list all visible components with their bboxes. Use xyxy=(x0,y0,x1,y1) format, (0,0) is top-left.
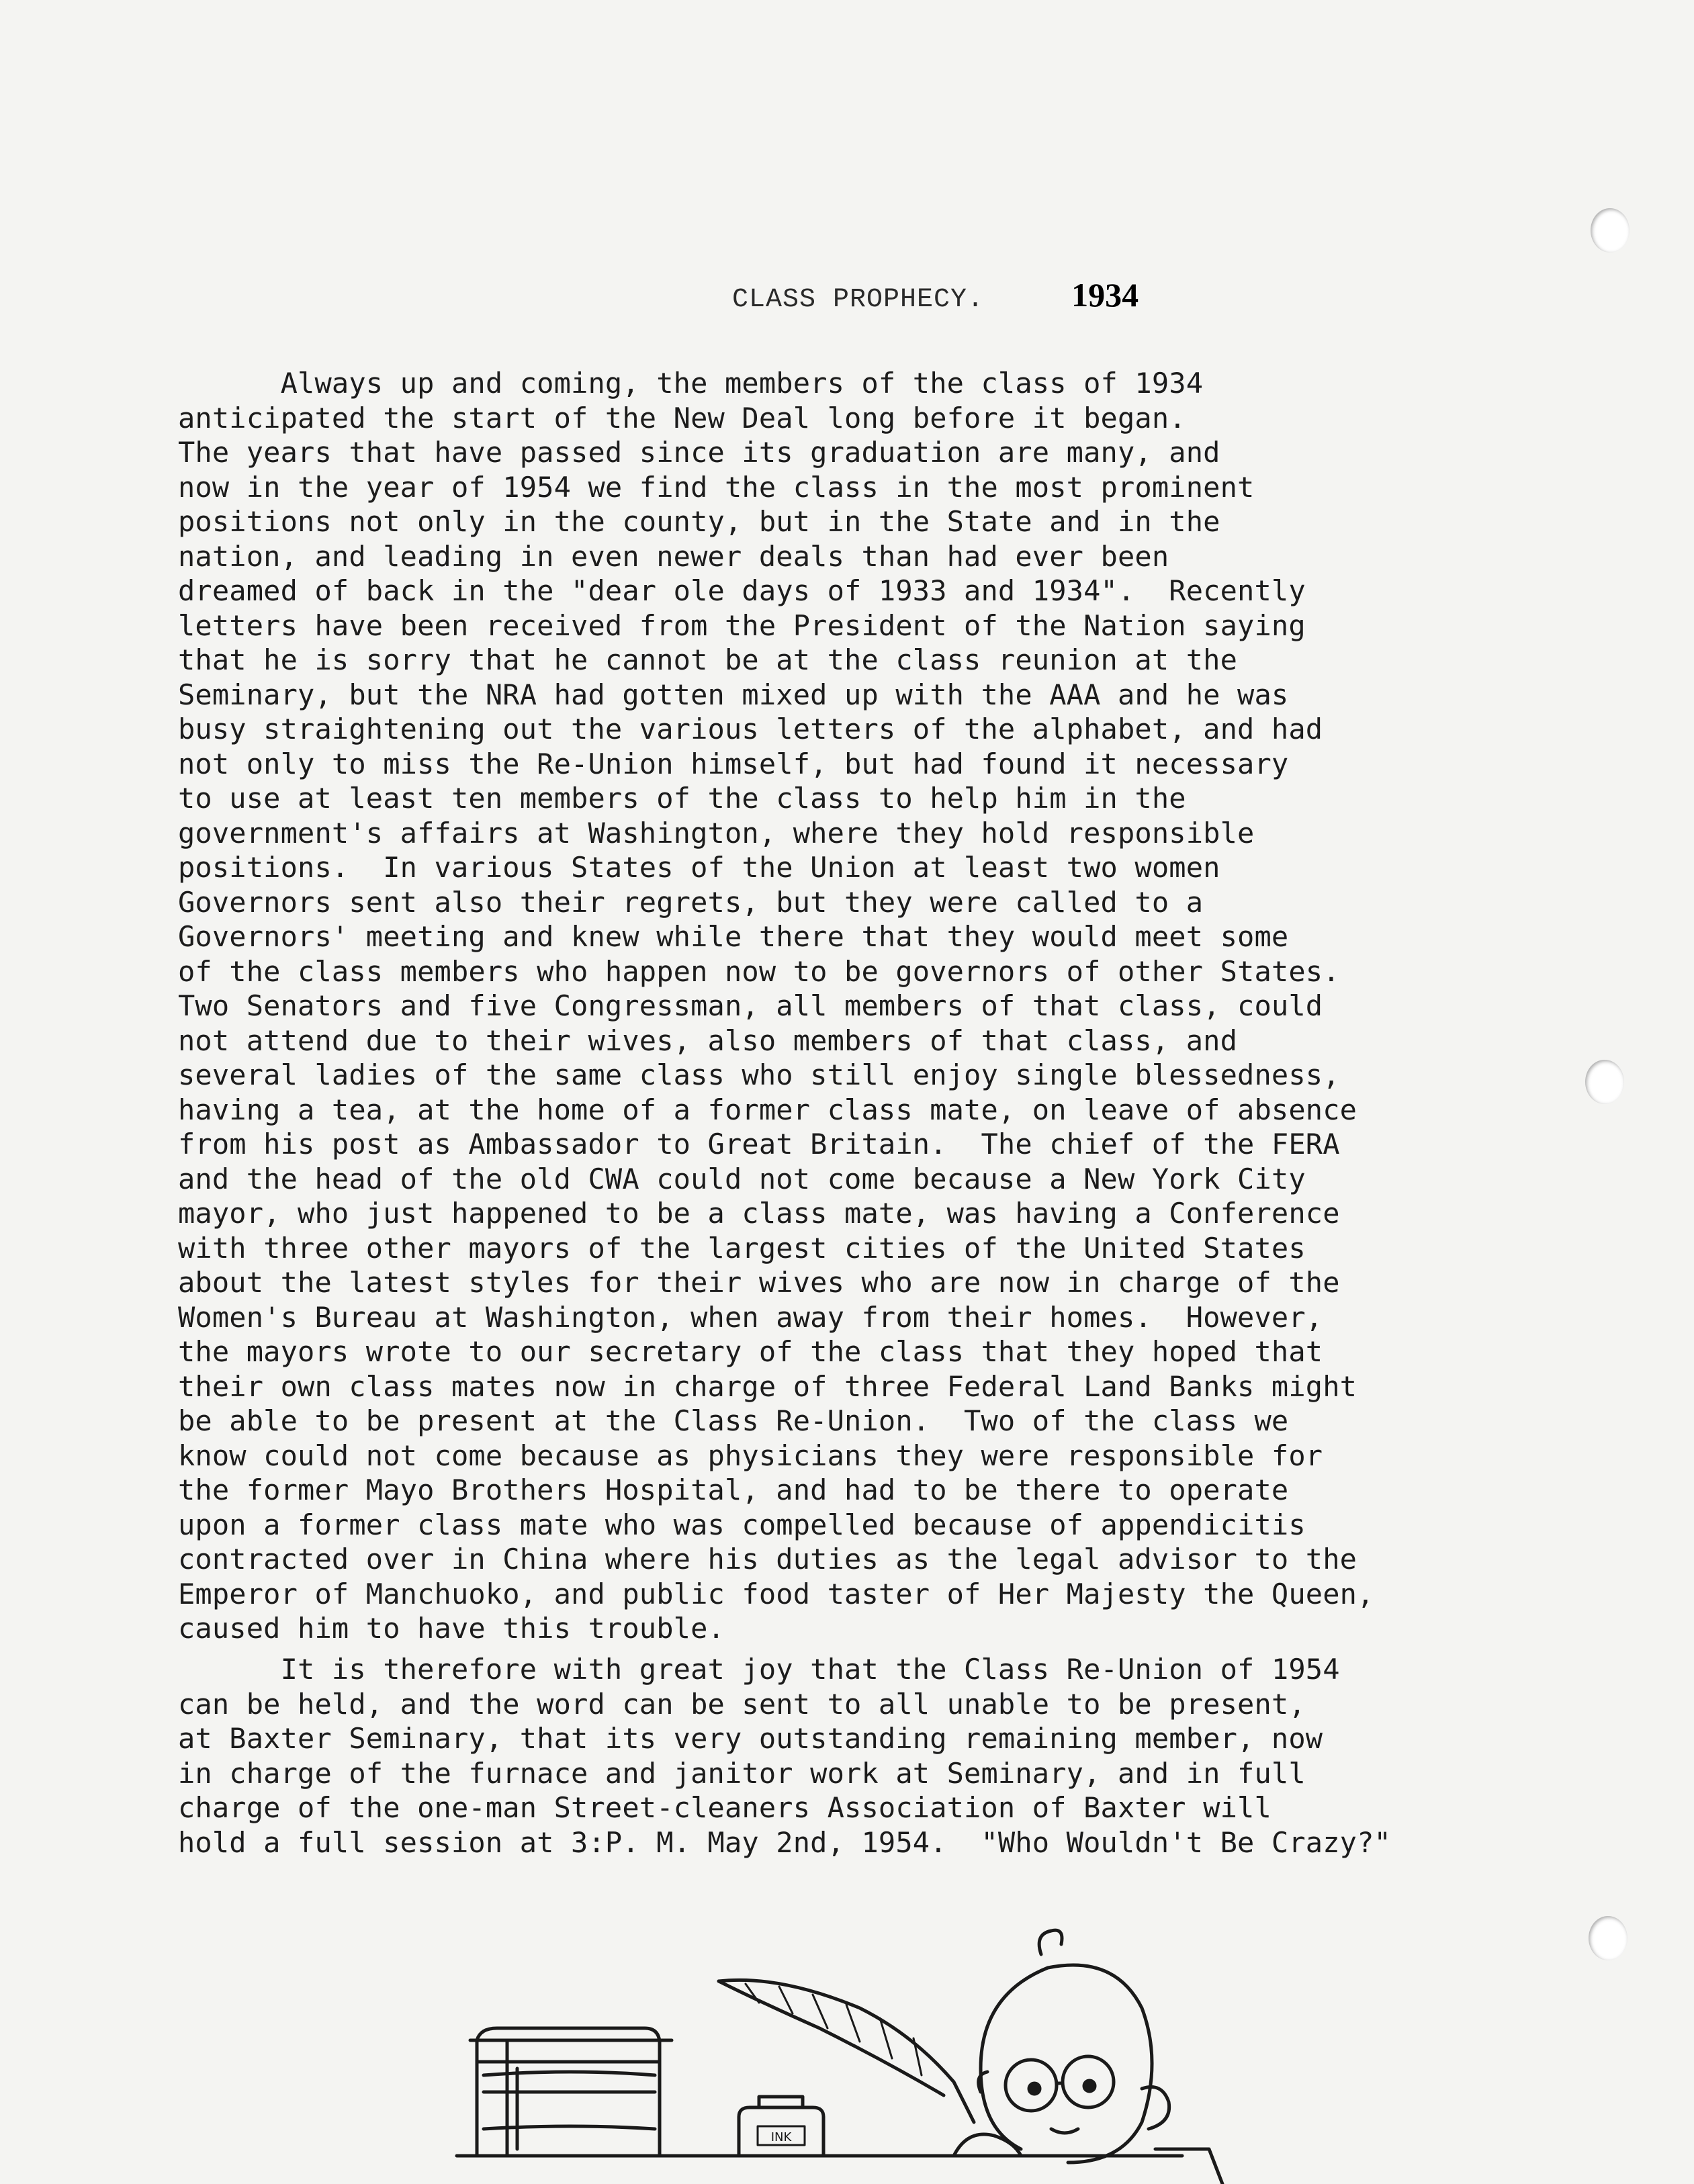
year-label: 1934 xyxy=(1071,276,1139,314)
line: with three other mayors of the largest cities of the United States xyxy=(178,1231,1306,1265)
line: anticipated the start of the New Deal long before it began. xyxy=(178,401,1186,435)
line: in charge of the furnace and janitor work at Seminary, and in full xyxy=(178,1756,1306,1790)
line: having a tea, at the home of a former class mate, on leave of absence xyxy=(178,1093,1357,1126)
line: dreamed of back in the "dear ole days of 1933 and 1934". Recently xyxy=(178,574,1306,607)
line: about the latest styles for their wives who are now in charge of the xyxy=(178,1266,1340,1299)
line: charge of the one-man Street-cleaners Association of Baxter will xyxy=(178,1791,1272,1824)
ink-label: INK xyxy=(770,2130,792,2144)
paragraph-2 xyxy=(178,1652,1589,1860)
punch-hole-bottom xyxy=(1589,1916,1628,1960)
line: Governors' meeting and knew while there that they would meet some xyxy=(178,920,1289,953)
line: from his post as Ambassador to Great Britain. The chief of the FERA xyxy=(178,1128,1340,1161)
line: hold a full session at 3:P. M. May 2nd, 1954. "Who Wouldn't Be Crazy?" xyxy=(178,1825,1391,1859)
line: government's affairs at Washington, where they hold responsible xyxy=(178,816,1255,850)
line: to use at least ten members of the class to help him in the xyxy=(178,782,1186,815)
line: and the head of the old CWA could not come because a New York City xyxy=(178,1162,1306,1195)
cartoon-boy-icon xyxy=(954,1930,1222,2184)
line: Women's Bureau at Washington, when away from their homes. However, xyxy=(178,1300,1323,1334)
inkwell-icon xyxy=(739,2097,823,2156)
line: positions not only in the county, but in the State and in the xyxy=(178,505,1220,538)
line: nation, and leading in even newer deals than had ever been xyxy=(178,539,1169,573)
line: not only to miss the Re-Union himself, but had found it necessary xyxy=(178,747,1289,780)
line: mayor, who just happened to be a class mate, was having a Conference xyxy=(178,1197,1340,1230)
line: now in the year of 1954 we find the class in the most prominent xyxy=(178,470,1255,504)
punch-hole-middle xyxy=(1585,1060,1624,1104)
cartoon-illustration xyxy=(443,1927,1397,2184)
line: positions. In various States of the Union at least two women xyxy=(178,851,1220,884)
heading xyxy=(732,275,1139,315)
line: letters have been received from the President of the Nation saying xyxy=(178,608,1306,642)
line: It is therefore with great joy that the Class Re-Union of 1954 xyxy=(178,1653,1340,1686)
quill-pen-icon xyxy=(719,1980,974,2122)
line: of the class members who happen now to be governors of other States. xyxy=(178,954,1340,988)
line: contracted over in China where his duties as the legal advisor to the xyxy=(178,1543,1357,1576)
line: not attend due to their wives, also members of that class, and xyxy=(178,1023,1238,1057)
paragraph-1 xyxy=(178,366,1589,1646)
line: busy straightening out the various letters of the alphabet, and had xyxy=(178,713,1323,745)
line: that he is sorry that he cannot be at the class reunion at the xyxy=(178,643,1238,676)
line: can be held, and the word can be sent to all unable to be present, xyxy=(178,1687,1306,1721)
line: Governors sent also their regrets, but they were called to a xyxy=(178,885,1204,919)
line: be able to be present at the Class Re-Union. Two of the class we xyxy=(178,1404,1289,1437)
line: Always up and coming, the members of the class of 1934 xyxy=(178,367,1204,400)
line: caused him to have this trouble. xyxy=(178,1612,725,1645)
books-icon xyxy=(470,2028,672,2156)
line: several ladies of the same class who still enjoy single blessedness, xyxy=(178,1058,1340,1091)
line: the mayors wrote to our secretary of the class that they hoped that xyxy=(178,1335,1323,1368)
line: Emperor of Manchuoko, and public food taster of Her Majesty the Queen, xyxy=(178,1577,1374,1610)
line: upon a former class mate who was compelled because of appendicitis xyxy=(178,1508,1306,1541)
line: the former Mayo Brothers Hospital, and had to be there to operate xyxy=(178,1473,1289,1506)
line: Seminary, but the NRA had gotten mixed up with the AAA and he was xyxy=(178,678,1289,711)
line: their own class mates now in charge of three Federal Land Banks might xyxy=(178,1369,1357,1403)
line: know could not come because as physicians they were responsible for xyxy=(178,1439,1323,1472)
line: at Baxter Seminary, that its very outstanding remaining member, now xyxy=(178,1722,1323,1755)
line: Two Senators and five Congressman, all members of that class, could xyxy=(178,989,1323,1022)
punch-hole-top xyxy=(1591,208,1630,253)
line: The years that have passed since its graduation are many, and xyxy=(178,436,1220,469)
page-title: CLASS PROPHECY. xyxy=(732,285,985,315)
